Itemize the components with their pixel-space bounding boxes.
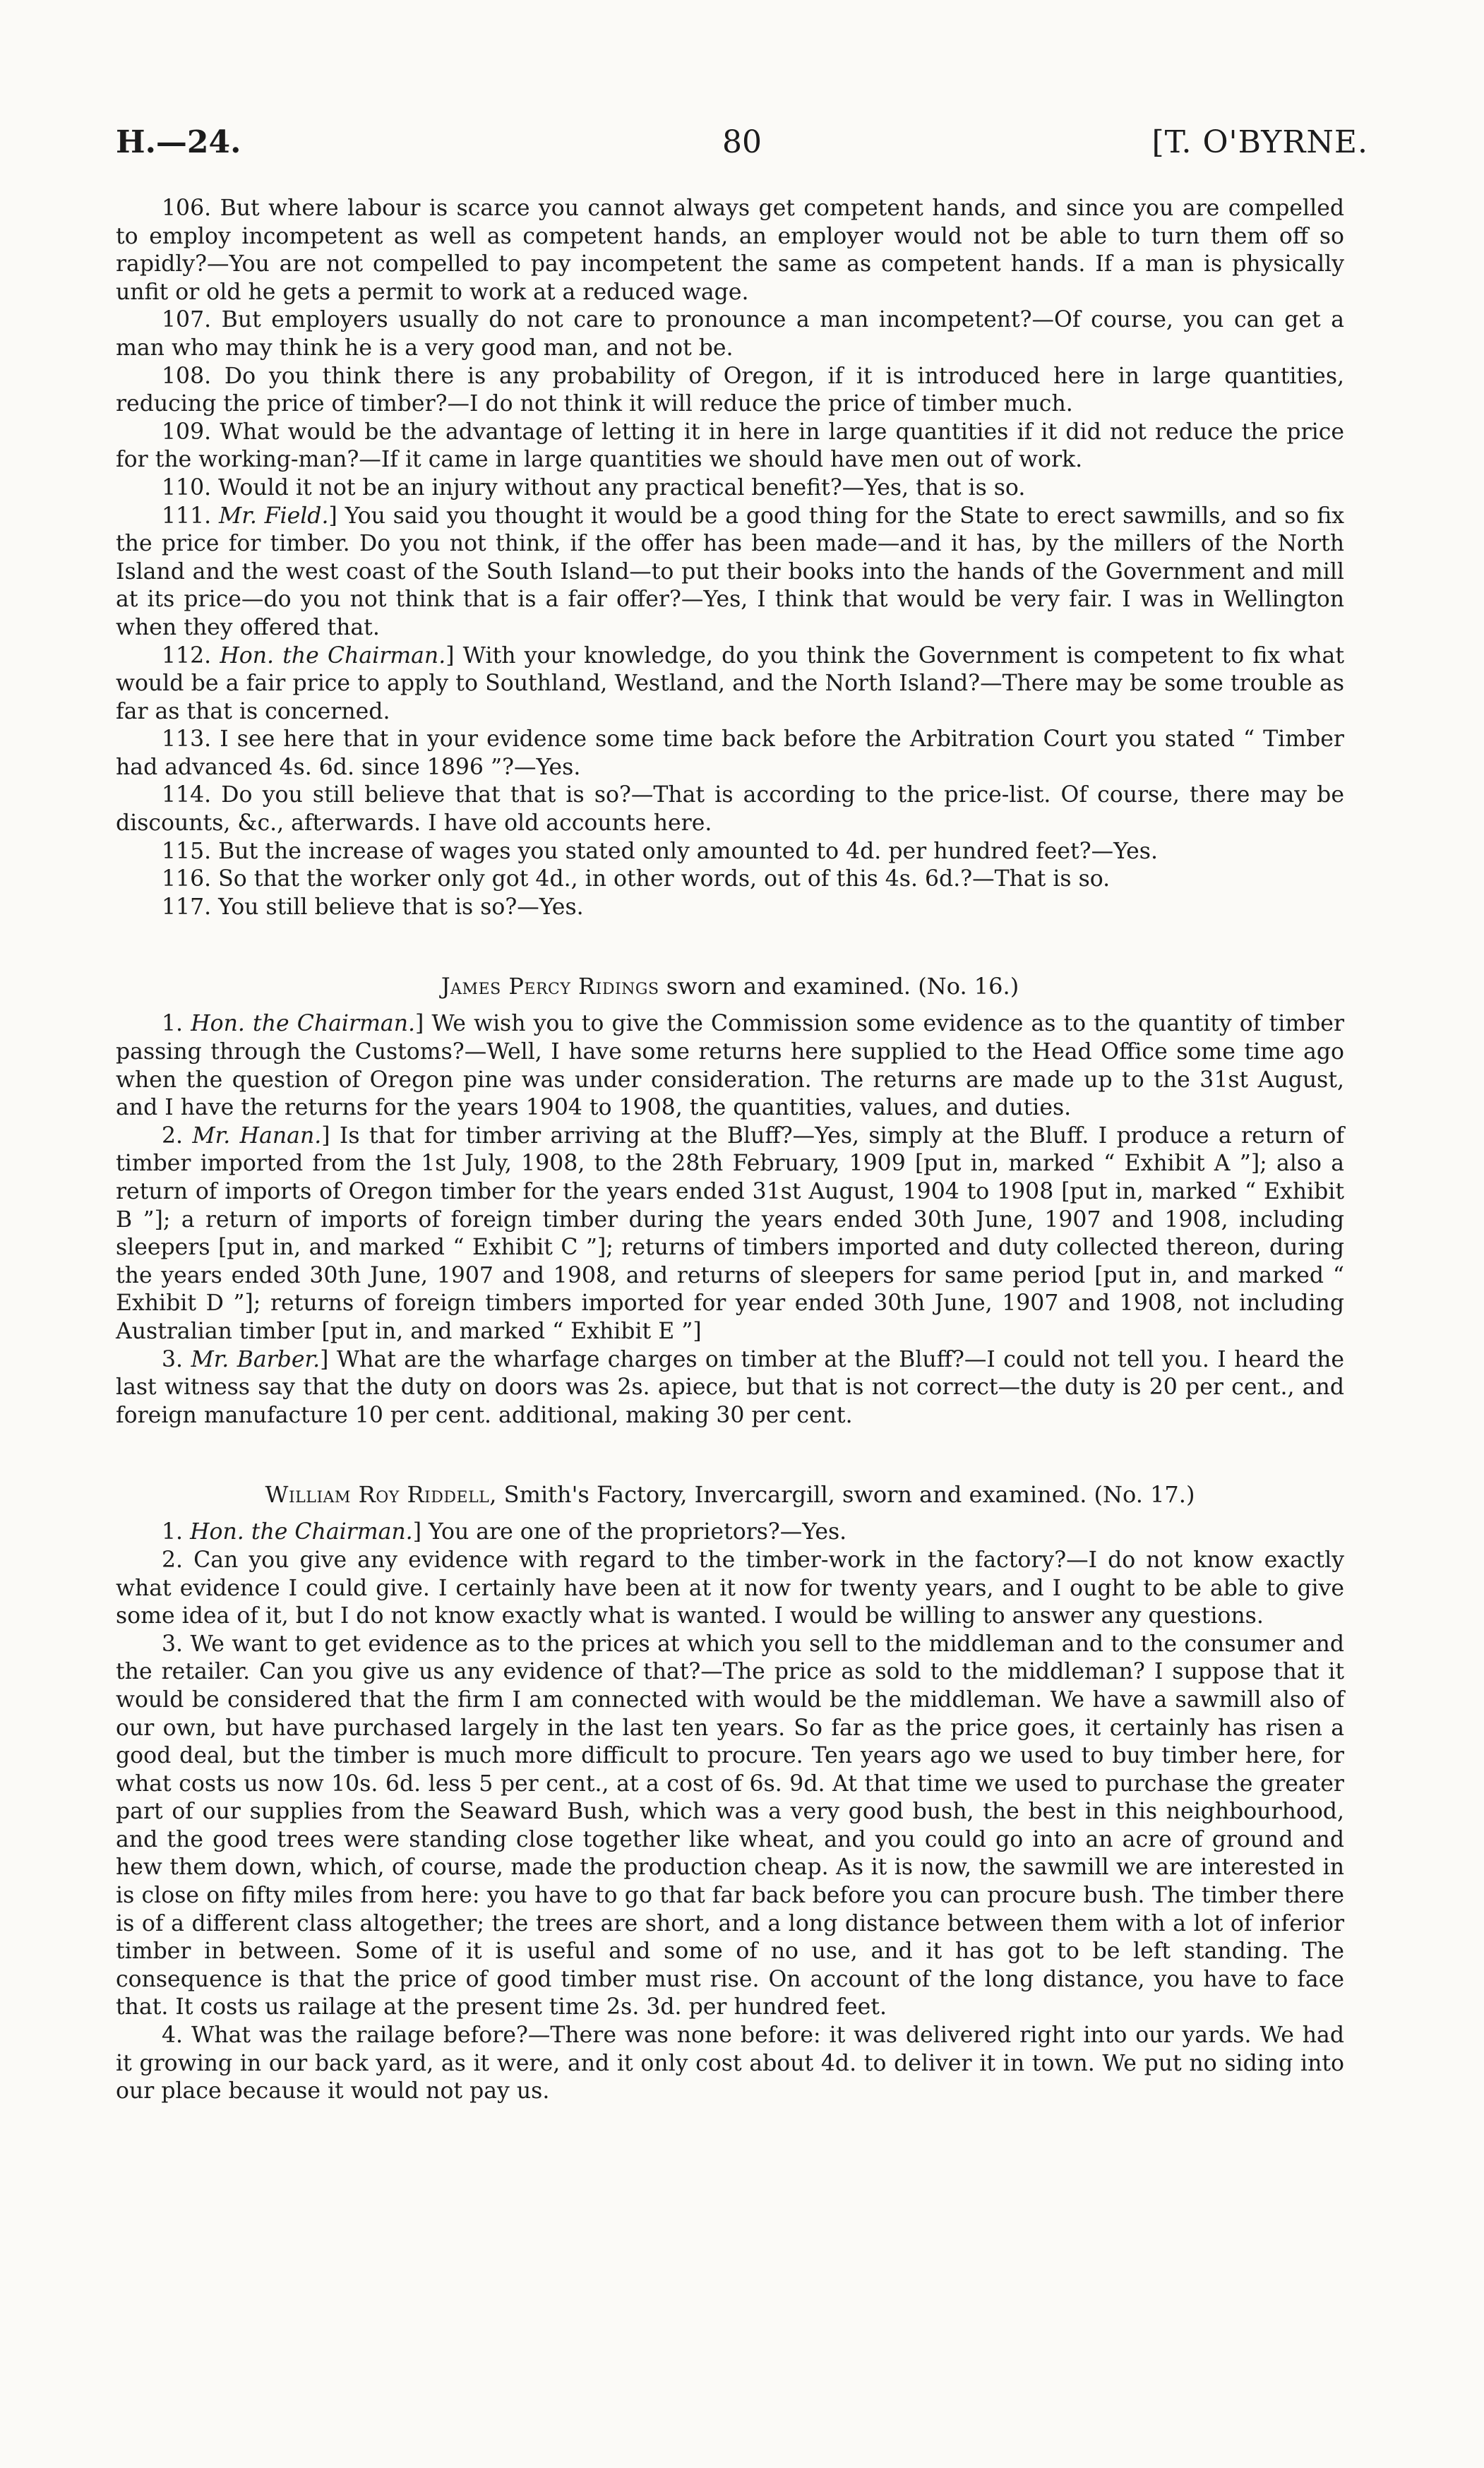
question-text: ] We wish you to give the Commission some evidence as to the quantity of timber passing through the Customs?—Well, I have some returns here supplied to the Head Office some time ago when the question of Oregon pine was under consideration. The returns are made up to the 31st August, and I have the returns for the years 1904 to 1908, the quantities, values, and duties.	[116, 1011, 1345, 1121]
question-110: 110. Would it not be an injury without any practical benefit?—Yes, that is so.	[162, 474, 1026, 501]
question-2	[116, 1122, 1344, 1346]
page-number: 80	[722, 124, 762, 160]
question-112	[116, 642, 1344, 726]
question-number: 112.	[162, 642, 212, 669]
question-107: 107. But employers usually do not care to pronounce a man incompetent?—Of course, you can get a man who may think he is a very good man, and not be.	[116, 307, 1344, 361]
question-number: 2.	[162, 1122, 184, 1149]
question-3	[116, 1346, 1344, 1430]
question-108: 108. Do you think there is any probability of Oregon, if it is introduced here in large quantities, reducing the price of timber?—I do not think it will reduce the price of timber much.	[116, 363, 1344, 417]
question-114: 114. Do you still believe that that is so?—That is according to the price-list. Of course, there may be discounts, &c., afterwards. I have old accounts here.	[116, 782, 1344, 837]
paper-reference: H.—24.	[116, 124, 241, 160]
speaker-name: Hon. the Chairman.	[190, 1519, 413, 1545]
witness-name: James Percy Ridings	[441, 973, 659, 1000]
question-text: ] Is that for timber arriving at the Bluff?—Yes, simply at the Bluff. I produce a return of timber imported from the 1st July, 1908, to the 28th February, 1909 [put in, marked “ Exhibit A ”]; also a return of imports of Oregon timber for the years ended 31st August, 1904 to 1908 [put in, marked “ Exhibit B ”]; a return of imports of foreign timber during the years ended 30th June, 1907 and 1908, including sleepers [put in, and marked “ Exhibit C ”]; returns of timbers imported and duty collected thereon, during the years ended 30th June, 1907 and 1908, and returns of sleepers for same period [put in, and marked “ Exhibit D ”]; returns of foreign timbers imported for year ended 30th June, 1907 and 1908, not including Australian timber [put in, and marked “ Exhibit E ”]	[116, 1122, 1344, 1344]
witness-heading-rest: , Smith's Factory, Invercargill, sworn and examined. (No. 17.)	[489, 1481, 1195, 1509]
witness-heading	[116, 1480, 1344, 1509]
speaker-name: Mr. Barber.	[191, 1346, 321, 1372]
speaker-name: Mr. Field.	[218, 503, 329, 529]
question-number: 3.	[162, 1346, 184, 1372]
question-113: 113. I see here that in your evidence some time back before the Arbitration Court you stated “ Timber had advanced 4s. 6d. since 1896 ”?—Yes.	[116, 726, 1344, 780]
question-2: 2. Can you give any evidence with regard to the timber-work in the factory?—I do not know exactly what evidence I could give. I certainly have been at it now for twenty years, and I ought to be able to give some idea of it, but I do not know exactly what is wanted. I would be willing to answer any questions.	[116, 1547, 1344, 1629]
question-115: 115. But the increase of wages you stated only amounted to 4d. per hundred feet?—Yes.	[162, 838, 1158, 864]
question-117: 117. You still believe that is so?—Yes.	[162, 894, 584, 920]
document-body	[116, 195, 1344, 2106]
question-1	[116, 1010, 1344, 1122]
question-number: 1.	[162, 1519, 184, 1545]
question-number: 111.	[162, 503, 212, 529]
question-text: ] What are the wharfage charges on timber at the Bluff?—I could not tell you. I heard the last witness say that the duty on doors was 2s. apiece, but that is not correct—the duty is 20 per cent., and foreign manufacture 10 per cent. additional, making 30 per cent.	[116, 1346, 1345, 1428]
question-106: 106. But where labour is scarce you cannot always get competent hands, and since you are compelled to employ incompetent as well as competent hands, an employer would not be able to turn them off so rapidly?—You are not compelled to pay incompetent the same as competent hands. If a man is physically unfit or old he gets a permit to work at a reduced wage.	[116, 196, 1344, 305]
speaker-name: Mr. Hanan.	[192, 1122, 322, 1149]
question-text: ] You are one of the proprietors?—Yes.	[412, 1519, 847, 1545]
page-header	[116, 124, 1368, 167]
speaker-name: Hon. the Chairman.	[220, 642, 446, 669]
question-3: 3. We want to get evidence as to the prices at which you sell to the middleman and to the consumer and the retailer. Can you give us any evidence of that?—The price as sold to the middleman? I suppose that it would be considered that the firm I am connected with would be the middleman. We have a sawmill also of our own, but have purchased largely in the last ten years. So far as the price goes, it certainly has risen a good deal, but the timber is much more difficult to procure. Ten years ago we used to buy timber here, for what costs us now 10s. 6d. less 5 per cent., at a cost of 6s. 9d. At that time we used to purchase the greater part of our supplies from the Seaward Bush, which was a very good bush, the best in this neighbourhood, and the good trees were standing close together like wheat, and you could go into an acre of ground and hew them down, which, of course, made the production cheap. As it is now, the sawmill we are interested in is close on fifty miles from here: you have to go that far back before you can procure bush. The timber there is of a different class altogether; the trees are short, and a long distance between them with a lot of inferior timber in between. Some of it is useful and some of no use, and it has got to be left standing. The consequence is that the price of good timber must rise. On account of the long distance, you have to face that. It costs us railage at the present time 2s. 3d. per hundred feet.	[116, 1631, 1344, 2020]
question-text: ] With your knowledge, do you think the Government is competent to fix what would be a fair price to apply to Southland, Westland, and the North Island?—There may be some trouble as far as that is concerned.	[116, 642, 1344, 724]
question-111	[116, 503, 1344, 642]
question-text: ] You said you thought it would be a good thing for the State to erect sawmills, and so fix the price for timber. Do you not think, if the offer has been made—and it has, by the millers of the North Island and the west coast of the South Island—to put their books into the hands of the Government and mill at its price—do you not think that is a fair offer?—Yes, I think that would be very fair. I was in Wellington when they offered that.	[116, 503, 1344, 640]
witness-heading	[116, 972, 1344, 1000]
evidence-section-ridings	[116, 972, 1344, 1430]
question-1	[116, 1518, 1344, 1547]
question-4: 4. What was the railage before?—There was none before: it was delivered right into our yards. We had it growing in our back yard, as it were, and it only cost about 4d. to deliver it in town. We put no siding into our place because it would not pay us.	[116, 2023, 1344, 2104]
question-116: 116. So that the worker only got 4d., in other words, out of this 4s. 6d.?—That is so.	[162, 866, 1111, 892]
speaker-name: Hon. the Chairman.	[191, 1011, 416, 1037]
question-109: 109. What would be the advantage of letting it in here in large quantities if it did not reduce the price for the working-man?—If it came in large quantities we should have men out of work.	[116, 419, 1344, 473]
evidence-section-riddell	[116, 1480, 1344, 2105]
witness-name: William Roy Riddell	[265, 1481, 490, 1509]
evidence-section-obyrne	[116, 195, 1344, 921]
witness-reference: [T. O'BYRNE.	[1151, 124, 1368, 160]
witness-heading-rest: sworn and examined. (No. 16.)	[659, 973, 1019, 1000]
question-number: 1.	[162, 1011, 184, 1037]
